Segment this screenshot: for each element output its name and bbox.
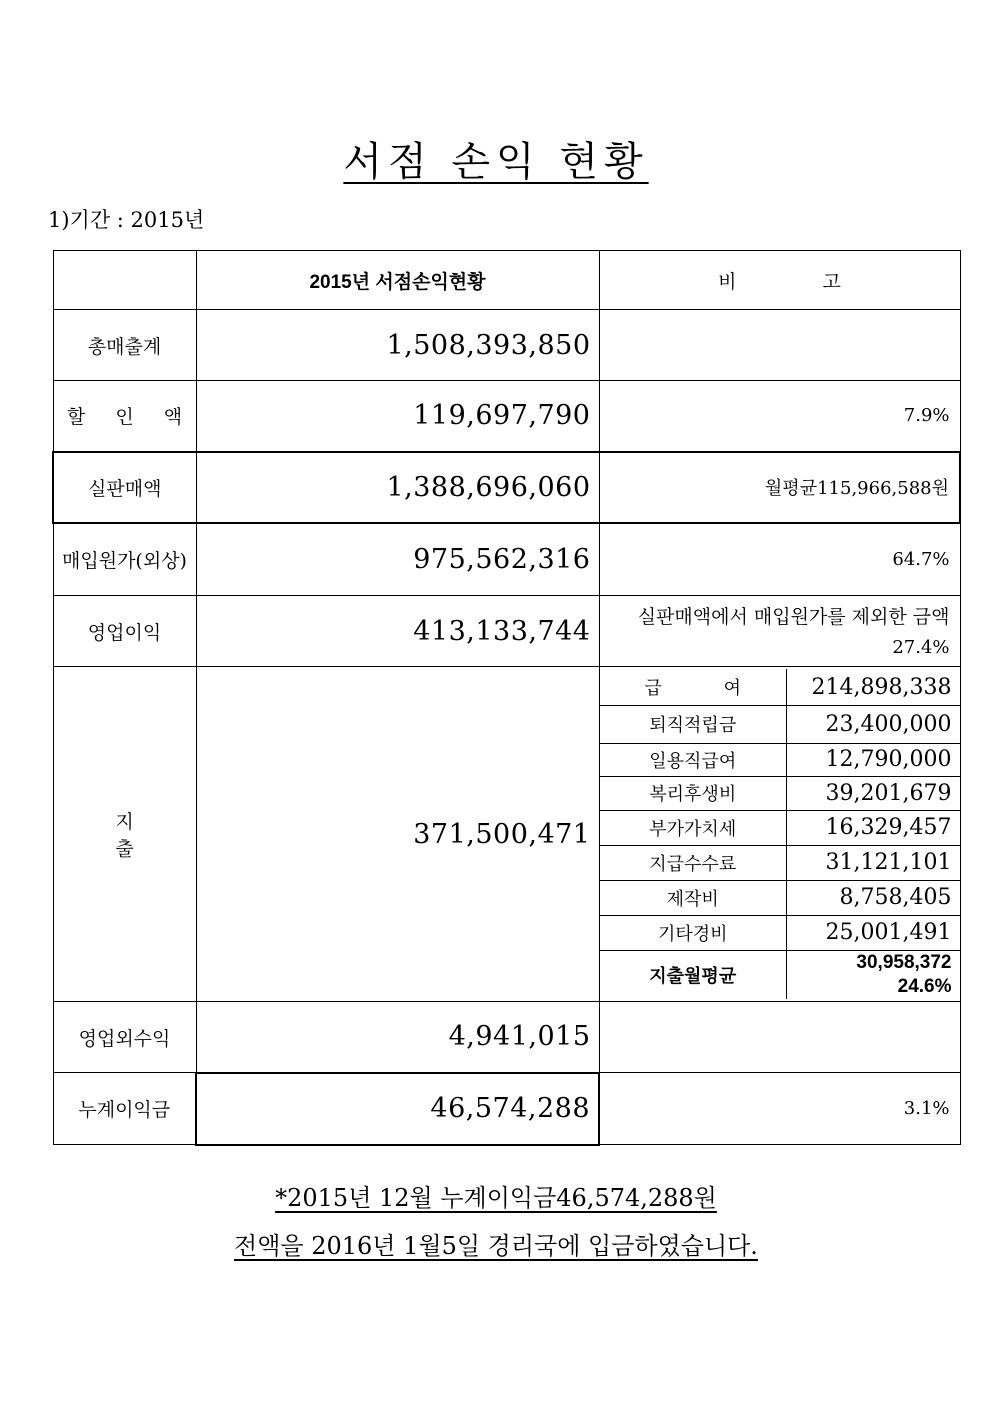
expense-label: 일용직급여 [600, 743, 787, 776]
expense-label: 지급수수료 [600, 845, 787, 880]
row-value-sales: 1,508,393,850 [196, 310, 599, 381]
expenditure-breakdown-table [600, 669, 960, 999]
row-remark-non-operating-income [599, 1002, 960, 1073]
header-title: 2015년 서점손익현황 [196, 251, 599, 310]
row-remark-sales [599, 310, 960, 381]
row-label-purchase-cost: 매입원가(외상) [53, 523, 196, 596]
expense-value: 12,790,000 [787, 743, 960, 776]
header-row [53, 251, 960, 310]
expense-label: 기타경비 [600, 915, 787, 950]
row-label-discount: 할 인 액 [53, 381, 196, 452]
row-value-expenditure: 371,500,471 [196, 667, 599, 1002]
row-label-operating-profit: 영업이익 [53, 596, 196, 667]
monthly-average-cell [787, 950, 960, 999]
operating-profit-note: 실판매액에서 매입원가를 제외한 금액 [637, 606, 950, 628]
row-remark-purchase-cost: 64.7% [599, 523, 960, 596]
row-remark-net-sales: 월평균115,966,588원 [599, 452, 960, 523]
row-remark-operating-profit [599, 596, 960, 667]
row-value-discount: 119,697,790 [196, 381, 599, 452]
row-value-net-sales: 1,388,696,060 [196, 452, 599, 523]
expense-label: 급 여 [600, 669, 787, 705]
table-row [53, 596, 960, 667]
row-value-cumulative-profit: 46,574,288 [196, 1073, 599, 1145]
table-row [53, 452, 960, 523]
footer-line-2: 전액을 2016년 1월5일 경리국에 입금하였습니다. [234, 1232, 758, 1260]
header-empty-cell [53, 251, 196, 310]
table-row [53, 310, 960, 381]
monthly-average-percent: 24.6% [897, 975, 952, 997]
monthly-average-value: 30,958,372 [856, 951, 952, 973]
operating-profit-percent: 27.4% [892, 637, 950, 658]
list-item [600, 915, 960, 950]
header-remark: 비 고 [599, 251, 960, 310]
monthly-average-label: 지출월평균 [600, 950, 787, 999]
expense-value: 23,400,000 [787, 705, 960, 743]
expense-value: 16,329,457 [787, 810, 960, 845]
row-value-operating-profit: 413,133,744 [196, 596, 599, 667]
list-item [600, 845, 960, 880]
expense-label: 복리후생비 [600, 776, 787, 810]
expense-label: 퇴직적립금 [600, 705, 787, 743]
row-label-cumulative-profit: 누계이익금 [53, 1073, 196, 1145]
expense-value: 214,898,338 [787, 669, 960, 705]
table-row [53, 523, 960, 596]
table-row [53, 1073, 960, 1145]
expense-value: 39,201,679 [787, 776, 960, 810]
row-value-non-operating-income: 4,941,015 [196, 1002, 599, 1073]
table-row [53, 381, 960, 452]
list-item [600, 810, 960, 845]
expense-label: 제작비 [600, 880, 787, 915]
table-row [53, 1002, 960, 1073]
expense-value: 25,001,491 [787, 915, 960, 950]
list-item [600, 669, 960, 705]
row-remark-cumulative-profit: 3.1% [599, 1073, 960, 1145]
expense-value: 31,121,101 [787, 845, 960, 880]
row-remark-discount: 7.9% [599, 381, 960, 452]
row-value-purchase-cost: 975,562,316 [196, 523, 599, 596]
page-title: 서점 손익 현황 [343, 139, 649, 185]
row-label-non-operating-income: 영업외수익 [53, 1002, 196, 1073]
period-label: 1)기간 : 2015년 [48, 208, 205, 232]
list-item [600, 743, 960, 776]
list-item [600, 776, 960, 810]
list-item [600, 705, 960, 743]
row-label-sales: 총매출계 [53, 310, 196, 381]
profit-loss-table [52, 250, 961, 1146]
list-item [600, 880, 960, 915]
row-label-expenditure: 지 출 [53, 667, 196, 1002]
monthly-average-row [600, 950, 960, 999]
table-row [53, 667, 960, 1002]
expenditure-breakdown-cell [599, 667, 960, 1002]
footer-line-1: *2015년 12월 누계이익금46,574,288원 [275, 1184, 717, 1212]
row-label-net-sales: 실판매액 [53, 452, 196, 523]
expense-value: 8,758,405 [787, 880, 960, 915]
expense-label: 부가가치세 [600, 810, 787, 845]
